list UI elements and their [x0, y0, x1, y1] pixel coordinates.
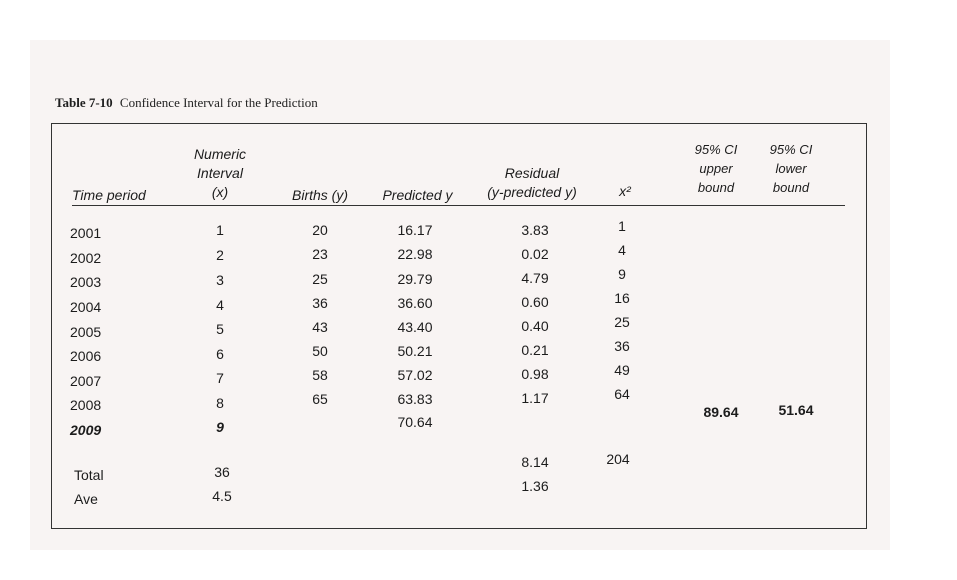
- header-time-period: Time period: [72, 187, 146, 203]
- cell-predicted: 29.79: [397, 271, 433, 287]
- header-ci-lower-line1: 95% CI: [769, 142, 813, 157]
- cell-predicted: 50.21: [397, 343, 433, 359]
- cell-period: 2008: [70, 397, 102, 413]
- header-ci-lower-line2: lower: [775, 161, 807, 176]
- cell-period: 2009: [70, 422, 102, 438]
- cell-x: 5: [216, 321, 224, 337]
- cell-x-squared: 9: [618, 266, 626, 282]
- cell-ave-label: Ave: [74, 491, 98, 507]
- cell-period: 2002: [70, 250, 102, 266]
- cell-predicted: 57.02: [397, 367, 433, 383]
- cell-total-residual: 8.14: [521, 454, 549, 470]
- cell-period: 2005: [70, 324, 102, 340]
- table-caption: [55, 95, 318, 111]
- cell-births: 43: [312, 319, 328, 335]
- cell-x: 9: [216, 419, 224, 435]
- table-caption-title: Confidence Interval for the Prediction: [119, 95, 318, 110]
- cell-predicted: 16.17: [397, 222, 433, 238]
- cell-residual: 4.79: [521, 270, 549, 286]
- cell-x: 2: [216, 247, 224, 263]
- header-x-squared: x²: [619, 183, 631, 199]
- header-numeric-interval: [180, 145, 260, 202]
- table-caption-label: Table 7-10: [55, 95, 113, 110]
- cell-residual: 0.21: [521, 342, 549, 358]
- cell-total-x-squared: 204: [606, 451, 630, 467]
- cell-births: 65: [312, 391, 328, 407]
- cell-x: 3: [216, 272, 224, 288]
- cell-period: 2007: [70, 373, 102, 389]
- header-ci-upper-line2: upper: [699, 161, 733, 176]
- cell-ci-lower: 51.64: [778, 402, 814, 418]
- cell-x-squared: 64: [614, 386, 630, 402]
- header-ci-upper-line1: 95% CI: [694, 142, 738, 157]
- cell-x-squared: 25: [614, 314, 630, 330]
- cell-period: 2003: [70, 274, 102, 290]
- header-ci-upper: [680, 140, 752, 197]
- header-ci-lower-line3: bound: [772, 180, 810, 195]
- cell-x: 7: [216, 370, 224, 386]
- cell-ave-residual: 1.36: [521, 478, 549, 494]
- header-predicted: Predicted y: [382, 187, 453, 203]
- cell-residual: 0.02: [521, 246, 549, 262]
- cell-residual: 0.98: [521, 366, 549, 382]
- cell-period: 2006: [70, 348, 102, 364]
- cell-total-x: 36: [214, 464, 230, 480]
- header-numeric-interval-line2: Interval: [197, 165, 243, 181]
- header-rule: [72, 205, 845, 206]
- header-ci-lower: [755, 140, 827, 197]
- cell-predicted: 70.64: [397, 414, 433, 430]
- header-births: Births (y): [292, 187, 348, 203]
- cell-period: 2004: [70, 299, 102, 315]
- header-ci-upper-line3: bound: [697, 180, 735, 195]
- cell-residual: 0.40: [521, 318, 549, 334]
- cell-x-squared: 36: [614, 338, 630, 354]
- header-residual-line2: (y-predicted y): [487, 184, 577, 200]
- cell-x: 6: [216, 346, 224, 362]
- cell-x-squared: 16: [614, 290, 630, 306]
- cell-births: 36: [312, 295, 328, 311]
- cell-births: 23: [312, 246, 328, 262]
- cell-residual: 0.60: [521, 294, 549, 310]
- header-residual: [472, 164, 592, 202]
- cell-ci-upper: 89.64: [703, 404, 739, 420]
- cell-x: 4: [216, 297, 224, 313]
- cell-births: 20: [312, 222, 328, 238]
- cell-x-squared: 1: [618, 218, 626, 234]
- cell-ave-x: 4.5: [212, 488, 232, 504]
- cell-predicted: 43.40: [397, 319, 433, 335]
- cell-predicted: 22.98: [397, 246, 433, 262]
- header-numeric-interval-line1: Numeric: [193, 146, 247, 162]
- cell-residual: 1.17: [521, 390, 549, 406]
- cell-x-squared: 49: [614, 362, 630, 378]
- cell-x-squared: 4: [618, 242, 626, 258]
- cell-total-label: Total: [74, 467, 104, 483]
- cell-x: 1: [216, 222, 224, 238]
- cell-births: 50: [312, 343, 328, 359]
- header-residual-line1: Residual: [504, 165, 560, 181]
- cell-births: 25: [312, 271, 328, 287]
- cell-period: 2001: [70, 225, 102, 241]
- cell-x: 8: [216, 395, 224, 411]
- cell-predicted: 63.83: [397, 391, 433, 407]
- cell-predicted: 36.60: [397, 295, 433, 311]
- cell-residual: 3.83: [521, 222, 549, 238]
- header-numeric-interval-line3: (x): [211, 184, 229, 200]
- cell-births: 58: [312, 367, 328, 383]
